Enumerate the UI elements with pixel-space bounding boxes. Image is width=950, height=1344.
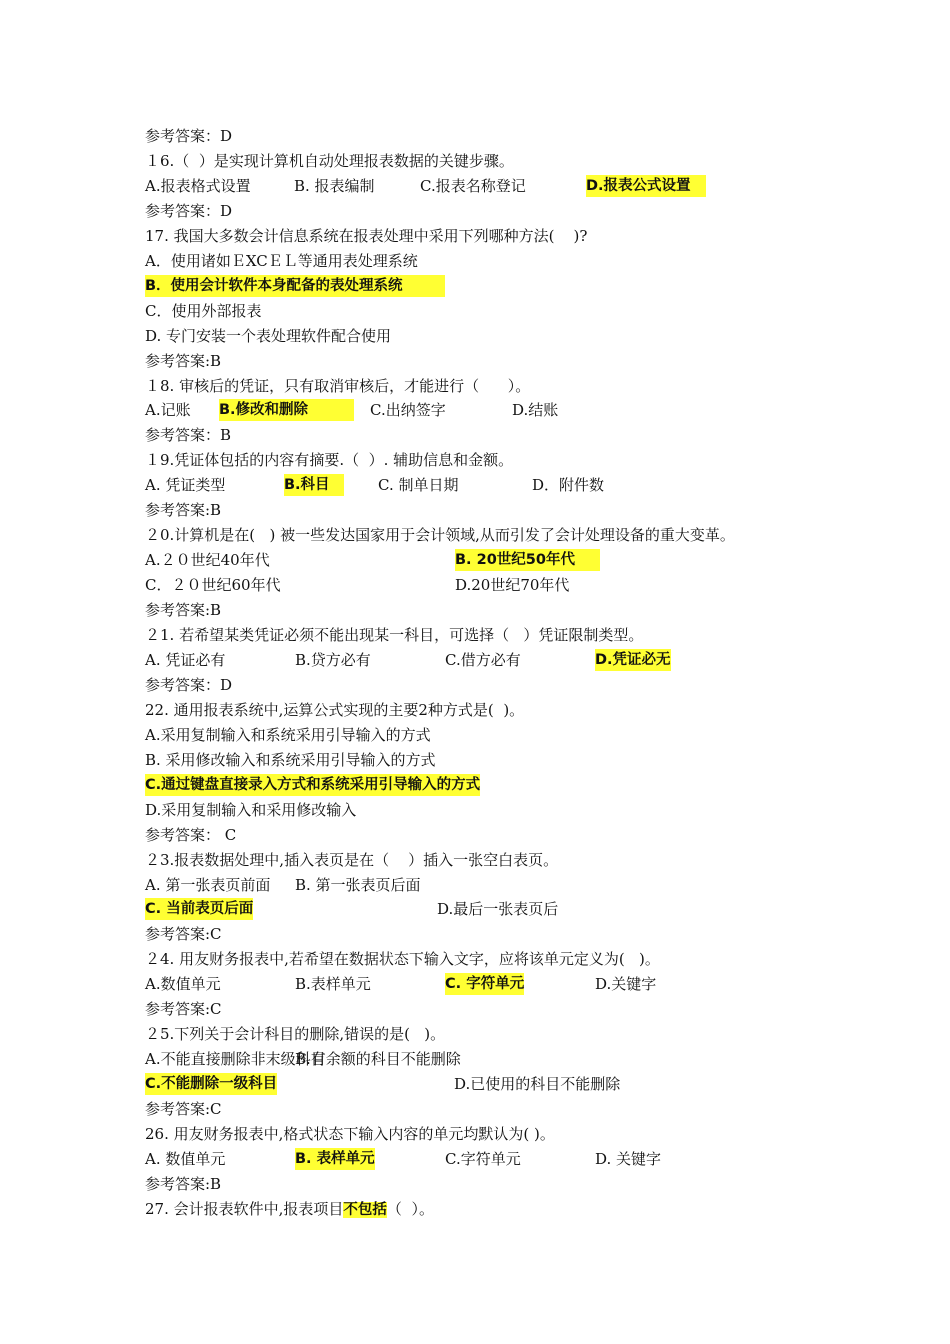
answer-option: D．附件数 [532, 476, 605, 494]
question-line: １8. 审核后的凭证，只有取消审核后，才能进行（ ）。 [145, 377, 531, 395]
answer-option-highlighted: C. 当前表页后面 [145, 898, 253, 920]
question-line: 22. 通用报表系统中,运算公式实现的主要2种方式是( )。 [145, 701, 525, 719]
question-line: １6.（ ）是实现计算机自动处理报表数据的关键步骤。 [145, 152, 514, 170]
answer-option: A. 凭证必有 [145, 651, 226, 669]
answer-option: D.20世纪70年代 [455, 576, 570, 594]
answer-option: C．２０世纪60年代 [145, 576, 281, 594]
question-line: 17. 我国大多数会计信息系统在报表处理中采用下列哪种方法( )? [145, 227, 588, 245]
answer-option-highlighted: B.科目 [284, 474, 344, 496]
reference-answer: 参考答案:B [145, 601, 222, 619]
reference-answer: 参考答案：D [145, 676, 233, 694]
reference-answer: 参考答案： C [145, 826, 237, 844]
answer-option: B. 第一张表页后面 [295, 876, 421, 894]
answer-option-highlighted: B. 20世纪50年代 [455, 549, 600, 571]
reference-answer: 参考答案:B [145, 352, 222, 370]
answer-option: B.有余额的科目不能删除 [295, 1050, 461, 1068]
answer-option: A.报表格式设置 [145, 177, 251, 195]
answer-option-highlighted: D.报表公式设置 [586, 175, 706, 197]
question-line: ２1. 若希望某类凭证必须不能出现某一科目，可选择（ ）凭证限制类型。 [145, 626, 644, 644]
answer-option: D.结账 [512, 401, 559, 419]
answer-option: C.报表名称登记 [420, 177, 526, 195]
reference-answer: 参考答案：D [145, 127, 233, 145]
answer-option: A．使用诸如ＥXCＥＬ等通用表处理系统 [145, 252, 418, 270]
answer-option: C.出纳签字 [370, 401, 446, 419]
reference-answer: 参考答案:B [145, 501, 222, 519]
answer-option-highlighted: B.修改和删除 [219, 399, 354, 421]
answer-option-highlighted: B. 表样单元 [295, 1148, 375, 1170]
answer-option: C. 制单日期 [378, 476, 459, 494]
answer-option-highlighted: C.不能删除一级科目 [145, 1073, 277, 1095]
question-line: ２0.计算机是在( ) 被一些发达国家用于会计领域,从而引发了会计处理设备的重大变革。 [145, 526, 735, 544]
answer-option: C.借方必有 [445, 651, 521, 669]
answer-option: B. 采用修改输入和系统采用引导输入的方式 [145, 751, 436, 769]
reference-answer: 参考答案：B [145, 426, 232, 444]
answer-option: A. 数值单元 [145, 1150, 226, 1168]
reference-answer: 参考答案：D [145, 202, 233, 220]
question-line: ２5.下列关于会计科目的删除,错误的是( )。 [145, 1025, 446, 1043]
question-line: １9.凭证体包括的内容有摘要.（ ）. 辅助信息和金额。 [145, 451, 514, 469]
answer-option: A. 凭证类型 [145, 476, 226, 494]
answer-option: A. 第一张表页前面 [145, 876, 271, 894]
highlighted-text: 不包括 [343, 1202, 387, 1218]
question-line [145, 1198, 434, 1220]
answer-option: A.采用复制输入和系统采用引导输入的方式 [145, 726, 431, 744]
answer-option: B.表样单元 [295, 975, 371, 993]
reference-answer: 参考答案:C [145, 1000, 222, 1018]
answer-option-highlighted: C.通过键盘直接录入方式和系统采用引导输入的方式 [145, 774, 480, 796]
reference-answer: 参考答案:C [145, 1100, 222, 1118]
answer-option: B.贷方必有 [295, 651, 371, 669]
answer-option: D.关键字 [595, 975, 657, 993]
answer-option: A.数值单元 [145, 975, 221, 993]
answer-option: D.已使用的科目不能删除 [454, 1075, 621, 1093]
answer-option: C．使用外部报表 [145, 302, 262, 320]
question-line: 26. 用友财务报表中,格式状态下输入内容的单元均默认为( )。 [145, 1125, 555, 1143]
answer-option: A.不能直接删除非末级科目 [145, 1050, 326, 1068]
answer-option-highlighted: C. 字符单元 [445, 973, 524, 995]
answer-option-highlighted: B．使用会计软件本身配备的表处理系统 [145, 275, 445, 297]
reference-answer: 参考答案:B [145, 1175, 222, 1193]
answer-option: C.字符单元 [445, 1150, 521, 1168]
text-run: 27. 会计报表软件中,报表项目 [145, 1200, 344, 1218]
text-run: （ ）。 [386, 1200, 434, 1218]
answer-option: A.２０世纪40年代 [145, 551, 270, 569]
answer-option-highlighted: D.凭证必无 [595, 649, 671, 671]
answer-option: A.记账 [145, 401, 191, 419]
question-line: ２3.报表数据处理中,插入表页是在（ ）插入一张空白表页。 [145, 851, 559, 869]
reference-answer: 参考答案:C [145, 925, 222, 943]
answer-option: D. 关键字 [595, 1150, 662, 1168]
answer-option: D.采用复制输入和采用修改输入 [145, 801, 357, 819]
answer-option: D.最后一张表页后 [437, 900, 559, 918]
answer-option: B. 报表编制 [294, 177, 375, 195]
answer-option: D. 专门安装一个表处理软件配合使用 [145, 327, 392, 345]
question-line: ２4. 用友财务报表中,若希望在数据状态下输入文字，应将该单元定义为( )。 [145, 950, 660, 968]
